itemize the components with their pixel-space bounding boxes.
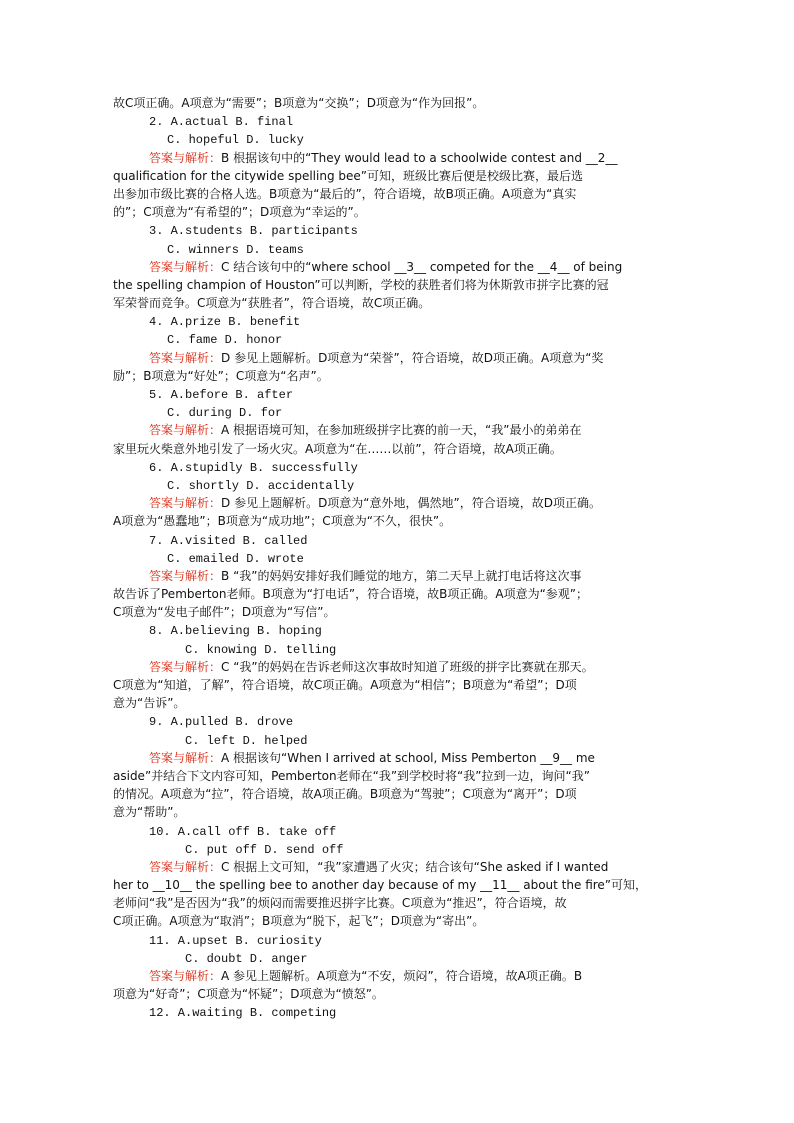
answer-line: [113, 858, 703, 876]
option-line: [113, 949, 703, 967]
answer-line: [113, 658, 703, 676]
option-line: [113, 458, 703, 476]
option-line: [113, 621, 703, 639]
answer-line: [113, 567, 703, 585]
text-line: 老师问“我”是否因为“我”的烦闷而需要推迟拼字比赛。C项意为“推迟”，符合语境，故: [113, 896, 567, 911]
answer-label: 答案与解析：: [149, 969, 222, 983]
text-line: 故C项正确。A项意为“需要”；B项意为“交换”；D项意为“作为回报”。: [113, 96, 485, 110]
option-text: C. emailed D. wrote: [167, 551, 304, 566]
option-line: [113, 221, 703, 239]
answer-label: 答案与解析：: [149, 150, 222, 165]
text-line: aside”并结合下文内容可知，Pemberton老师在“我”到学校时将“我”拉到一边，询问“我”: [113, 768, 590, 783]
option-line: [113, 712, 703, 730]
answer-label: 答案与解析：: [149, 350, 222, 365]
option-text: C. left D. helped: [185, 733, 308, 748]
option-line: [113, 640, 703, 658]
answer-explanation: A 根据该句“When I arrived at school, Miss Pemberton __9__ me: [221, 750, 595, 765]
option-line: [113, 840, 703, 858]
answer-label: 答案与解析：: [149, 496, 222, 511]
text-line: the spelling champion of Houston”可以判断，学校的获胜者们将为休斯敦市拼字比赛的冠: [113, 277, 609, 292]
answer-line: [113, 349, 703, 367]
answer-explanation: C 结合该句中的“where school __3__ competed for the __4__ of being: [221, 259, 623, 274]
text-line: 出参加市级比赛的合格人选。B项意为“最后的”，符合语境，故B项正确。A项意为“真实: [113, 186, 577, 201]
option-text: C. hopeful D. lucky: [167, 133, 304, 148]
option-text: 9. A.pulled B. drove: [149, 715, 294, 730]
text-line: her to __10__ the spelling bee to another day because of my __11__ about the fire”可知，: [113, 878, 648, 893]
text-line: 励”；B项意为“好处”；C项意为“名声”。: [113, 368, 329, 383]
option-text: C. knowing D. telling: [185, 642, 337, 657]
text-line: C项意为“发电子邮件”；D项意为“写信”。: [113, 605, 336, 620]
answer-explanation: B “我”的妈妈安排好我们睡觉的地方，第二天早上就打电话将这次事: [221, 568, 582, 583]
option-text: 12. A.waiting B. competing: [149, 1006, 337, 1021]
option-text: 3. A.students B. participants: [149, 224, 358, 239]
option-text: 4. A.prize B. benefit: [149, 315, 301, 330]
text-line: 意为“告诉”。: [113, 696, 186, 711]
answer-line: [113, 749, 703, 767]
option-text: C. put off D. send off: [185, 842, 344, 857]
option-line: [113, 822, 703, 840]
answer-explanation: C “我”的妈妈在告诉老师这次事故时知道了班级的拼字比赛就在那天。: [221, 659, 594, 674]
option-text: 8. A.believing B. hoping: [149, 624, 322, 639]
option-line: [113, 385, 703, 403]
answer-line: [113, 149, 703, 167]
answer-label: 答案与解析：: [149, 259, 222, 274]
option-text: 5. A.before B. after: [149, 388, 294, 402]
option-text: C. during D. for: [167, 406, 283, 421]
text-line: 意为“帮助”。: [113, 805, 186, 820]
option-text: C. fame D. honor: [167, 333, 283, 348]
text-line: 故告诉了Pemberton老师。B项意为“打电话”，符合语境，故B项正确。A项意为“参观”；: [113, 587, 589, 602]
option-line: [113, 731, 703, 749]
option-line: [113, 476, 703, 494]
option-text: 2. A.actual B. final: [149, 115, 294, 130]
text-line: qualification for the citywide spelling bee”可知，班级比赛后便是校级比赛，最后选: [113, 168, 583, 183]
document-page: [113, 94, 703, 1022]
text-line: A项意为“愚蠢地”；B项意为“成功地”；C项意为“不久，很快”。: [113, 514, 452, 529]
option-line: [113, 549, 703, 567]
answer-line: [113, 494, 703, 512]
answer-label: 答案与解析：: [149, 423, 222, 438]
text-line: 家里玩火柴意外地引发了一场火灾。A项意为“在……以前”，符合语境，故A项正确。: [113, 441, 562, 456]
text-line: C项意为“知道，了解”，符合语境，故C项正确。A项意为“相信”；B项意为“希望”；D项: [113, 678, 577, 692]
option-text: C. doubt D. anger: [185, 951, 308, 966]
option-text: C. shortly D. accidentally: [167, 478, 355, 493]
answer-explanation: D 参见上题解析。D项意为“意外地，偶然地”，符合语境，故D项正确。: [221, 496, 601, 511]
option-line: [113, 403, 703, 421]
answer-line: [113, 967, 703, 985]
option-text: 11. A.upset B. curiosity: [149, 933, 322, 948]
option-line: [113, 931, 703, 949]
option-line: [113, 531, 703, 549]
option-text: 7. A.visited B. called: [149, 533, 308, 548]
text-line: 的”；C项意为“有希望的”；D项意为“幸运的”。: [113, 205, 366, 220]
answer-explanation: C 根据上文可知，“我”家遭遇了火灾；结合该句“She asked if I wanted: [221, 859, 609, 874]
answer-line: [113, 258, 703, 276]
text-line: 的情况。A项意为“拉”，符合语境，故A项正确。B项意为“驾驶”；C项意为“离开”；D项: [113, 787, 577, 802]
answer-label: 答案与解析：: [149, 750, 222, 765]
option-text: C. winners D. teams: [167, 242, 304, 257]
answer-line: [113, 421, 703, 439]
text-line: 项意为“好奇”；C项意为“怀疑”；D项意为“愤怒”。: [113, 987, 384, 1002]
option-line: [113, 1003, 703, 1021]
answer-explanation: A 参见上题解析。A项意为“不安，烦闷”，符合语境，故A项正确。B: [221, 969, 583, 983]
text-line: 军荣誉而竞争。C项意为“获胜者”，符合语境，故C项正确。: [113, 296, 431, 311]
option-text: 6. A.stupidly B. successfully: [149, 460, 358, 475]
option-line: [113, 312, 703, 330]
answer-label: 答案与解析：: [149, 568, 222, 583]
answer-explanation: B 根据该句中的“They would lead to a schoolwide contest and __2__: [221, 150, 618, 165]
option-line: [113, 112, 703, 130]
option-text: 10. A.call off B. take off: [149, 824, 337, 839]
answer-explanation: A 根据语境可知，在参加班级拼字比赛的前一天，“我”最小的弟弟在: [221, 423, 582, 438]
answer-label: 答案与解析：: [149, 859, 222, 874]
text-line: C项正确。A项意为“取消”；B项意为“脱下，起飞”；D项意为“寄出”。: [113, 914, 485, 929]
option-line: [113, 330, 703, 348]
option-line: [113, 240, 703, 258]
answer-explanation: D 参见上题解析。D项意为“荣誉”，符合语境，故D项正确。A项意为“奖: [221, 350, 604, 365]
answer-label: 答案与解析：: [149, 659, 222, 674]
option-line: [113, 130, 703, 148]
